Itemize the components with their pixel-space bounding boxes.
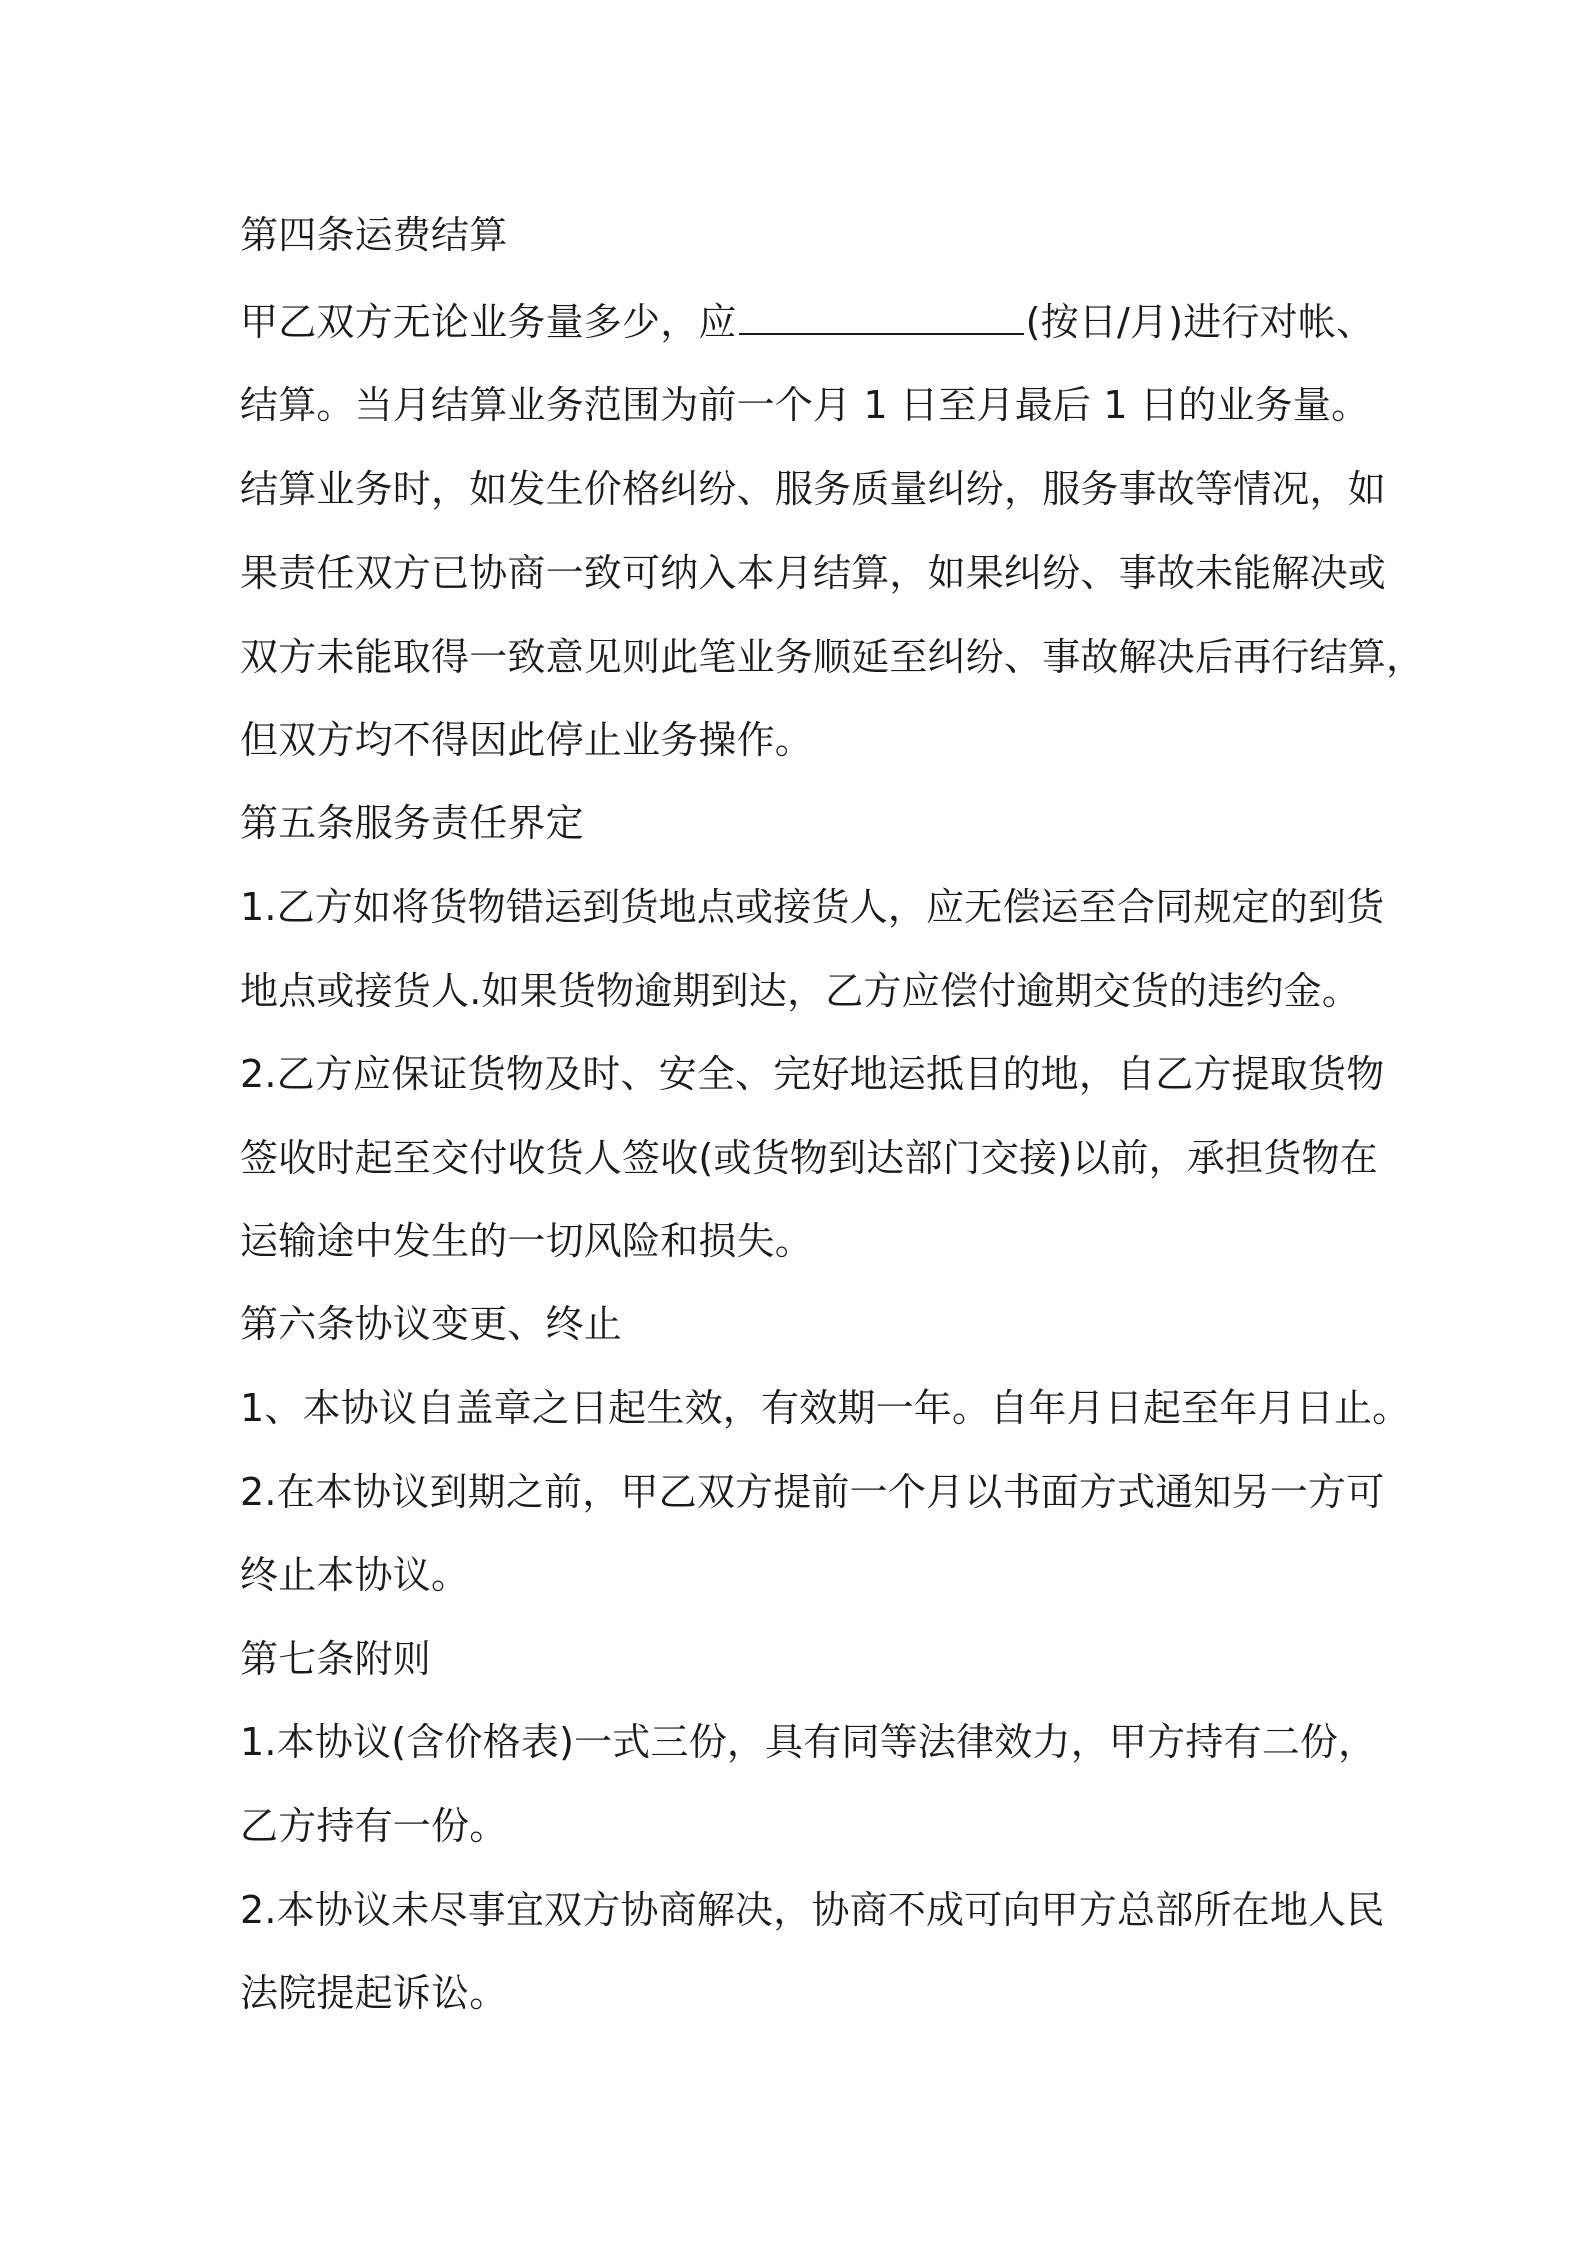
article7-item1-line1: 1.本协议(含价格表)一式三份，具有同等法律效力，甲方持有二份， [240,1720,1377,1764]
article5-item2-line3: 运输途中发生的一切风险和损失。 [240,1219,814,1263]
article5-item1-line1: 1.乙方如将货物错运到货地点或接货人，应无偿运至合同规定的到货 [240,885,1385,929]
article4-heading: 第四条运费结算 [240,213,508,257]
article7-item2-line1: 2.本协议未尽事宜双方协商解决，协商不成可向甲方总部所在地人民 [240,1888,1385,1932]
article5-item1-line2: 地点或接货人.如果货物逾期到达，乙方应偿付逾期交货的违约金。 [240,969,1361,1013]
article5-item2-line2: 签收时起至交付收货人签收(或货物到达部门交接)以前，承担货物在 [240,1136,1378,1180]
article7-item2-line2: 法院提起诉讼。 [240,1971,508,2015]
article4-line3: 结算业务时，如发生价格纠纷、服务质量纠纷，服务事故等情况，如 [240,467,1387,511]
article5-item2-line1: 2.乙方应保证货物及时、安全、完好地运抵目的地，自乙方提取货物 [240,1052,1385,1096]
article4-line4: 果责任双方已协商一致可纳入本月结算，如果纠纷、事故未能解决或 [240,551,1387,595]
article4-line6: 但双方均不得因此停止业务操作。 [240,718,814,762]
article6-item1-line1: 1、本协议自盖章之日起生效，有效期一年。自年月日起至年月日止。 [240,1386,1411,1430]
article5-heading: 第五条服务责任界定 [240,801,584,845]
article4-line1 [240,295,1374,347]
article4-line2: 结算。当月结算业务范围为前一个月 1 日至月最后 1 日的业务量。 [240,383,1370,427]
article7-item1-line2: 乙方持有一份。 [240,1804,508,1848]
article6-item2-line1: 2.在本协议到期之前，甲乙双方提前一个月以书面方式通知另一方可 [240,1470,1385,1514]
article6-item2-line2: 终止本协议。 [240,1553,470,1597]
article4-line1-before-blank: 甲乙双方无论业务量多少，应 [240,300,737,344]
article4-line5: 双方未能取得一致意见则此笔业务顺延至纠纷、事故解决后再行结算， [240,635,1425,679]
article6-heading: 第六条协议变更、终止 [240,1302,623,1346]
article7-heading: 第七条附则 [240,1637,432,1681]
settlement-period-blank [739,295,1024,335]
article4-line1-after-blank: (按日/月)进行对帐、 [1025,300,1375,344]
